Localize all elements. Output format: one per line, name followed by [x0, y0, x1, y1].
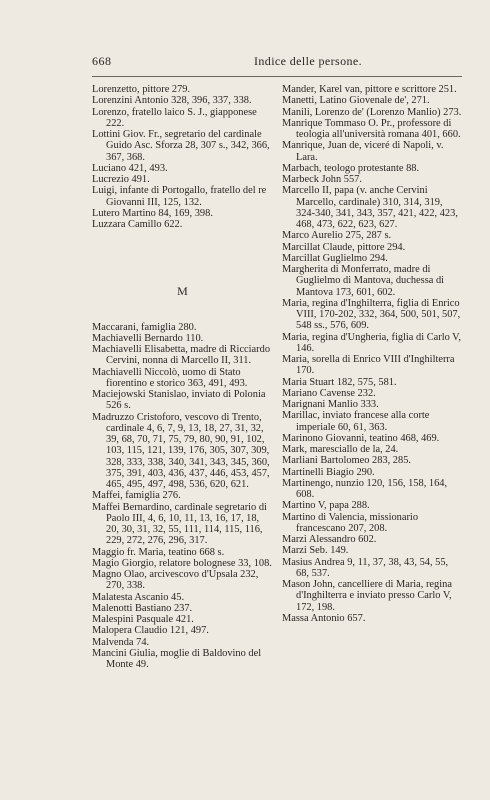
index-entry: Marignani Manlio 333. — [282, 399, 379, 410]
index-entry: Marillac, inviato francese alla corte imperiale 60, 61, 363. — [282, 410, 430, 433]
index-entry: Margherita di Monferrato, madre di Guglielmo di Mantova, duchessa di Mantova 173, 601, 602. — [282, 264, 445, 298]
index-entry: Marco Aurelio 275, 287 s. — [282, 230, 392, 242]
index-entry: Lorenzetto, pittore 279. — [92, 84, 191, 95]
index-entry: Maria, regina d'Inghilterra, figlia di Enrico VIII, 170-202, 332, 364, 500, 501, 507, 548 ss., 576, 609. — [282, 297, 461, 332]
running-head: Indice delle persone. — [254, 54, 363, 68]
left-column — [92, 84, 274, 670]
index-entry: Maggio fr. Maria, teatino 668 s. — [92, 546, 225, 558]
index-entry: Martinelli Biagio 290. — [282, 466, 375, 478]
index-entry: Lorenzini Antonio 328, 396, 337, 338. — [92, 95, 252, 107]
right-column — [282, 84, 462, 624]
index-entry: Mariano Cavense 232. — [282, 387, 376, 399]
index-entry: Magno Olao, arcivescovo d'Upsala 232, 270, 338. — [92, 569, 259, 592]
index-list-l — [92, 84, 274, 230]
page-header — [92, 54, 462, 68]
index-entry: Marinono Giovanni, teatino 468, 469. — [282, 432, 440, 444]
index-entry: Luzzara Camillo 622. — [92, 219, 183, 230]
index-entry: Marcillat Claude, pittore 294. — [282, 241, 406, 253]
index-entry: Lorenzo, fratello laico S. J., giapponese 222. — [92, 106, 257, 129]
index-entry: Manrique, Juan de, viceré di Napoli, v. Lara. — [282, 140, 444, 163]
index-entry: Manrique Tommaso O. Pr., professore di teologia all'università romana 401, 660. — [282, 117, 461, 140]
index-entry: Maria, regina d'Ungheria, figlia di Carlo V, 146. — [282, 331, 461, 354]
index-entry: Maccarani, famiglia 280. — [92, 321, 197, 333]
index-entry: Maciejowski Stanislao, inviato di Polonia 526 s. — [92, 389, 266, 412]
index-entry: Mason John, cancelliere di Maria, regina d'Inghilterra e inviato presso Carlo V, 172, 198. — [282, 579, 452, 613]
index-entry: Malvenda 74. — [92, 636, 150, 648]
index-entry: Martinengo, nunzio 120, 156, 158, 164, 608. — [282, 477, 448, 500]
index-entry: Lucrezio 491. — [92, 174, 150, 185]
index-entry: Maria, sorella di Enrico VIII d'Inghilterra 170. — [282, 354, 455, 377]
index-entry: Marzi Alessandro 602. — [282, 534, 377, 545]
index-entry: Malopera Claudio 121, 497. — [92, 625, 209, 637]
index-entry: Masius Andrea 9, 11, 37, 38, 43, 54, 55, 68, 537. — [282, 556, 449, 579]
index-entry: Marcello II, papa (v. anche Cervini Marcello, cardinale) 310, 314, 319, 324-340, 341, 343, 357, 421, 422, 423, 468, 473, 622, 623, 627. — [282, 185, 458, 230]
page-number: 668 — [92, 54, 112, 68]
index-entry: Marzi Seb. 149. — [282, 545, 349, 557]
index-entry: Martino di Valencia, missionario francescano 207, 208. — [282, 511, 419, 534]
index-entry: Luigi, infante di Portogallo, fratello del re Giovanni III, 125, 132. — [92, 185, 267, 208]
index-entry: Martino V, papa 288. — [282, 500, 370, 512]
index-entry: Lutero Martino 84, 169, 398. — [92, 207, 213, 219]
index-entry: Marcillat Guglielmo 294. — [282, 252, 388, 264]
index-entry: Magio Giorgio, relatore bolognese 33, 108. — [92, 557, 272, 569]
index-entry: Malenotti Bastiano 237. — [92, 602, 193, 614]
index-entry: Luciano 421, 493. — [92, 162, 168, 174]
index-entry: Marbach, teologo protestante 88. — [282, 162, 420, 174]
index-entry: Malespini Pasquale 421. — [92, 614, 194, 625]
section-letter-m: M — [177, 284, 189, 299]
header-rule — [92, 76, 462, 77]
index-list-m-continued — [282, 84, 462, 624]
index-entry: Machiavelli Elisabetta, madre di Ricciardo Cervini, nonna di Marcello II, 311. — [92, 344, 271, 367]
index-entry: Lottini Giov. Fr., segretario del cardinale Guido Asc. Sforza 28, 307 s., 342, 366, 367, 368. — [92, 129, 270, 163]
index-entry: Massa Antonio 657. — [282, 612, 366, 624]
index-entry: Marliani Bartolomeo 283, 285. — [282, 455, 411, 467]
index-entry: Machiavelli Niccolò, uomo di Stato fiorentino e storico 363, 491, 493. — [92, 366, 248, 389]
index-entry: Manetti, Latino Giovenale de', 271. — [282, 95, 430, 107]
index-entry: Malatesta Ascanio 45. — [92, 591, 185, 603]
index-list-m — [92, 322, 274, 671]
index-entry: Mander, Karel van, pittore e scrittore 251. — [282, 84, 457, 95]
index-entry: Maria Stuart 182, 575, 581. — [282, 376, 397, 388]
index-entry: Marbeck John 557. — [282, 174, 362, 185]
index-entry: Mark, maresciallo de la, 24. — [282, 444, 399, 455]
index-entry: Maffei Bernardino, cardinale segretario di Paolo III, 4, 6, 10, 11, 13, 16, 17, 18, 20, 30, 31, 32, 55, 111, 114, 115, 116, 229, 272, 276, 296, 317. — [92, 501, 267, 547]
index-entry: Machiavelli Bernardo 110. — [92, 332, 204, 344]
index-entry: Manili, Lorenzo de' (Lorenzo Manlio) 273. — [282, 106, 462, 118]
index-entry: Mancini Giulia, moglie di Baldovino del Monte 49. — [92, 647, 262, 670]
index-entry: Madruzzo Cristoforo, vescovo di Trento, cardinale 4, 6, 7, 9, 13, 18, 27, 31, 32, 39, 68, 70, 71, 75, 79, 80, 90, 91, 102, 103, 115, 121, 139, 176, 305, 307, 309, 328, 333, 338, 340, 341, 343, 345, 360, 375, 391, 403, 436, 437, 446, 453, 457, 465, 495, 497, 498, 536, 620, 621. — [92, 411, 270, 490]
index-entry: Maffei, famiglia 276. — [92, 490, 181, 502]
